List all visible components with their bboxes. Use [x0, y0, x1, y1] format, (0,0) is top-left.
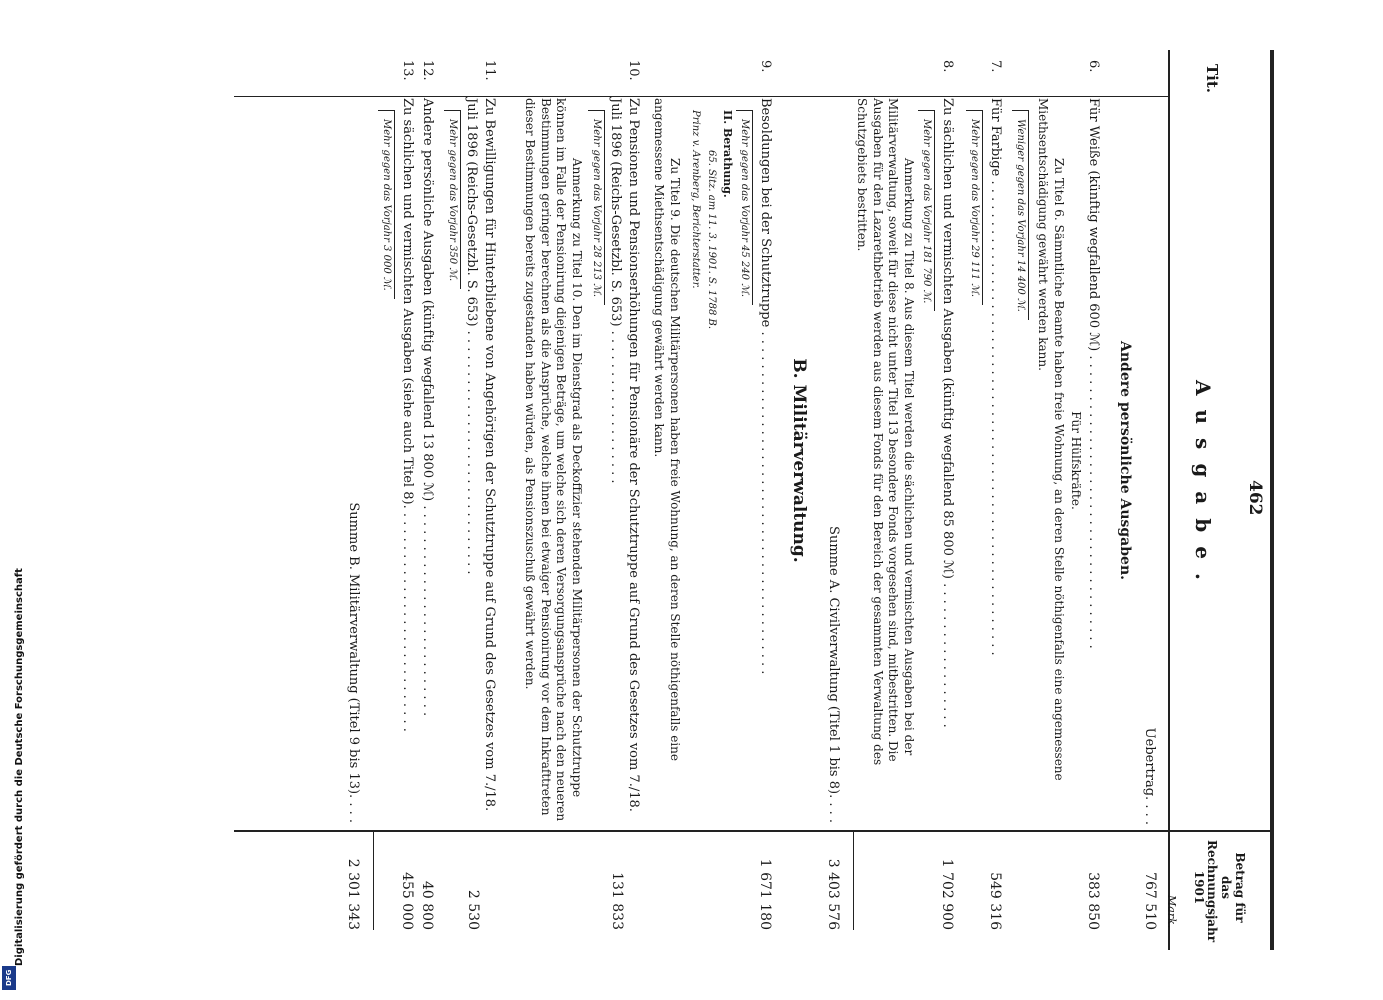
top-rule: [1270, 50, 1274, 950]
subsection-helpers: Für Hülfskräfte.: [1069, 411, 1083, 510]
change-note-box: Mehr gegen das Vorjahr 181 790 ℳ.: [919, 110, 936, 311]
carry-over-label: Uebertrag. . . .: [1142, 727, 1157, 825]
sum-a-amount: 3 403 576: [825, 858, 841, 930]
dfg-logo: DFG: [2, 966, 16, 990]
entry-number: 7.: [988, 60, 1003, 73]
title-column-rule: [234, 96, 1170, 97]
sum-b-amount: 2 301 343: [345, 858, 361, 930]
change-note-box: Mehr gegen das Vorjahr 3 000 ℳ.: [379, 110, 396, 299]
entry-amount: 549 316: [987, 872, 1003, 930]
entry-amount: 383 850: [1085, 872, 1101, 930]
entry-amount: 1 671 180: [757, 858, 773, 930]
title-column-header: Tit.: [1203, 64, 1221, 94]
amount-column-header: Betrag für das Rechnungsjahr 1901: [1191, 840, 1247, 943]
entry-number: 13.: [400, 60, 415, 81]
entry-number: 8.: [940, 60, 955, 73]
sum-rule: [373, 830, 374, 930]
entry-note: Zu Titel 9. Die deutschen Militärpersonen haben freie Wohnung, an deren Stelle nöthigenfalls eine angemessene Miethsentschädigung gewährt werden kann.: [652, 98, 682, 761]
entry-note: Zu Titel 6. Sämmtliche Beamte haben freie Wohnung, an deren Stelle nöthigenfalls eine angemessene Miethsentschädigung gewährt werden kann.: [1036, 98, 1066, 781]
carry-over-amount: 767 510: [1142, 872, 1158, 930]
entry-note: Anmerkung zu Titel 10. Den im Dienstgrad als Deckoffizier stehenden Militärpersonen der Schutztruppe können im Falle der Pensionirung diejenigen Beträge, um welche sich deren Versorgungsansprüche nach den neueren Bestimmungen geringer berechnen als die Ansprüche, welche ihnen bei etwaiger Pensionirung vor dem Inkrafttreten dieser Bestimmungen bereits zugestanden haben würden, als Pensionszuschuß gewährt werden.: [523, 98, 584, 822]
sum-a-label: Summe A. Civilverwaltung (Titel 1 bis 8). . . .: [826, 526, 841, 823]
consultation-reference: 65. Sitz. am 11. 3. 1901. S. 1788 B.: [706, 150, 717, 330]
amount-column-rule: [234, 830, 1274, 832]
entry-text: Zu Bewilligungen für Hinterbliebene von Angehörigen der Schutztruppe auf Grund des Gesetzes vom 7./18. Juli 1896 (Reichs-Gesetzbl. S. 653) . . . . . . . . . . . . . . . . . . . . . . . . . . . . . .: [464, 98, 497, 812]
entry-text: Zu sächlichen und vermischten Ausgaben (künftig wegfallend 85 800 ℳ) . . . . . . . . . . . . . . . . . .: [940, 98, 955, 728]
entry-text: Für Farbige . . . . . . . . . . . . . . . . . . . . . . . . . . . . . . . . . . . . . . . . . . . . . . . . . . . . . . . . . .: [988, 98, 1003, 656]
entry-text: Andere persönliche Ausgaben (künftig wegfallend 13 800 ℳ) . . . . . . . . . . . . . . . . . . . . . . . . . .: [420, 98, 435, 717]
page-heading: Ausgabe.: [1191, 380, 1215, 594]
consultation-title: II. Berathung.: [721, 110, 734, 198]
entry-amount: 131 833: [609, 872, 625, 930]
consultation-reporter: Prinz v. Arenberg, Berichterstatter.: [690, 110, 701, 289]
entry-amount: 2 530: [465, 889, 481, 930]
entry-number: 10.: [626, 60, 641, 81]
entry-number: 6.: [1086, 60, 1101, 73]
entry-note: Anmerkung zu Titel 8. Aus diesem Titel werden die sächlichen und vermischten Ausgaben bei der Militärverwaltung, soweit für diese nicht unter Titel 13 besondere Fonds vorgesehen sind, mitbestritten. Die Ausgaben für den Lazarethbetrieb werden aus diesem Fonds für den Bereich der gesammten Verwaltung des Schutzgebiets bestritten.: [855, 98, 916, 766]
change-note-box: Mehr gegen das Vorjahr 350 ℳ.: [445, 110, 462, 289]
section-military: B. Militärverwaltung.: [789, 358, 809, 563]
sum-b-label: Summe B. Militärverwaltung (Titel 9 bis 13). . . .: [346, 502, 361, 823]
entry-text: Zu sächlichen und vermischten Ausgaben (siehe auch Titel 8). . . . . . . . . . . . . . . . . . . . . . . . . . . .: [400, 98, 415, 732]
change-note-box: Mehr gegen das Vorjahr 28 213 ℳ.: [589, 110, 606, 305]
subsection-other-personal: Andere persönliche Ausgaben.: [1117, 340, 1133, 581]
page-number: 462: [1245, 480, 1265, 516]
budget-page: [234, 50, 1274, 950]
entry-number: 9.: [758, 60, 773, 73]
entry-amount: 1 702 900: [939, 858, 955, 930]
entry-number: 12.: [420, 60, 435, 81]
change-note-box: Mehr gegen das Vorjahr 29 111 ℳ.: [967, 110, 984, 305]
amount-unit-label: Mark.: [1165, 895, 1178, 929]
change-note-box: Mehr gegen das Vorjahr 45 240 ℳ.: [737, 110, 754, 305]
sum-rule: [853, 830, 854, 930]
entry-number: 11.: [482, 60, 497, 81]
entry-text: Besoldungen bei der Schutztruppe . . . . . . . . . . . . . . . . . . . . . . . . . . . . . . . . . . . . . . . . . .: [758, 98, 773, 675]
header-rule: [1168, 50, 1170, 950]
credit-text: Digitalisierung gefördert durch die Deutsche Forschungsgemeinschaft: [14, 568, 25, 966]
entry-amount: 40 800: [419, 881, 435, 930]
entry-text: Zu Pensionen und Pensionserhöhungen für Pensionäre der Schutztruppe auf Grund des Gesetzes vom 7./18. Juli 1896 (Reichs-Gesetzbl. S. 653) . . . . . . . . . . . . . . . . . . .: [608, 98, 641, 812]
entry-amount: 455 000: [399, 872, 415, 930]
entry-text: Für Weiße (künftig wegfallend 600 ℳ) . . . . . . . . . . . . . . . . . . . . . . . . . . . . . . . . . . . .: [1086, 98, 1101, 649]
digitization-credit-bar: [0, 0, 25, 1000]
change-note-box: Weniger gegen das Vorjahr 14 400 ℳ.: [1013, 110, 1030, 320]
